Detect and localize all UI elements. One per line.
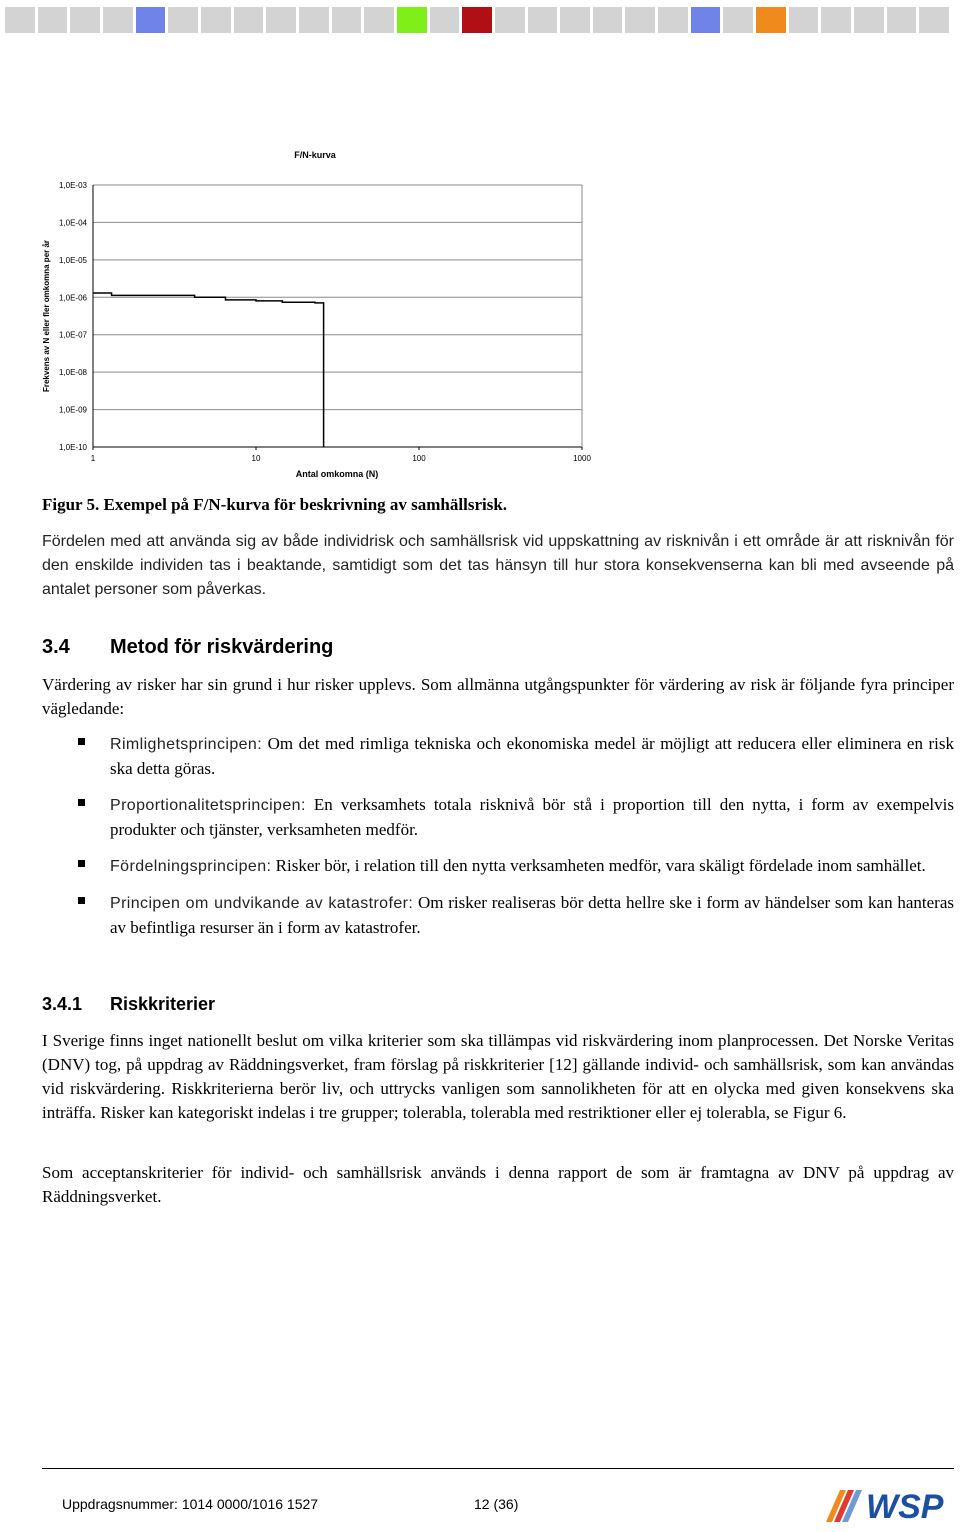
- x-tick-label: 1000: [573, 454, 591, 463]
- square-bullet-icon: [78, 897, 85, 904]
- section-paragraph: Värdering av risker har sin grund i hur risker upplevs. Som allmänna utgångspunkter för värdering av risk är följande fyra principer vägledande:: [42, 675, 954, 718]
- color-swatch: [430, 7, 460, 33]
- color-swatch: [299, 7, 329, 33]
- color-swatch: [364, 7, 394, 33]
- principle-text: En verksamhets totala risknivå bör stå i proportion till den nytta, i form av exempelvis produkter och tjänster, verksamheten medför.: [110, 795, 954, 839]
- wsp-logo: [822, 1482, 954, 1526]
- color-swatch: [756, 7, 786, 33]
- color-swatch-strip: [5, 7, 952, 33]
- x-tick-label: 100: [412, 454, 426, 463]
- color-swatch: [332, 7, 362, 33]
- subsection-paragraph-2: Som acceptanskriterier för individ- och samhällsrisk används i denna rapport de som är framtagna av DNV på uppdrag av Räddningsverket.: [42, 1163, 954, 1206]
- list-item: [78, 891, 954, 940]
- color-swatch: [495, 7, 525, 33]
- principle-text: Om risker realiseras bör detta hellre ske i form av händelser som kan hanteras av befintliga resurser än i form av katastrofer.: [110, 893, 954, 937]
- color-swatch: [70, 7, 100, 33]
- color-swatch: [625, 7, 655, 33]
- color-swatch: [919, 7, 949, 33]
- wsp-logo-text: WSP: [866, 1488, 944, 1526]
- color-swatch: [136, 7, 166, 33]
- color-swatch: [462, 7, 492, 33]
- color-swatch: [560, 7, 590, 33]
- y-tick-label: 1,0E-04: [58, 218, 87, 228]
- subsection-heading: [42, 994, 215, 1015]
- intro-paragraph: Fördelen med att använda sig av både individrisk och samhällsrisk vid uppskattning av risknivån i ett område är att risknivån för den enskilde individen tas i beaktande, samtidigt som det tas hänsyn till hur stora konsekvenserna kan bli med avseende på antalet personer som påverkas.: [42, 533, 954, 598]
- square-bullet-icon: [78, 738, 85, 745]
- y-tick-label: 1,0E-10: [58, 443, 87, 452]
- color-swatch: [5, 7, 35, 33]
- x-tick-label: 10: [251, 454, 261, 463]
- color-swatch: [821, 7, 851, 33]
- color-swatch: [723, 7, 753, 33]
- principle-term: Proportionalitetsprincipen:: [110, 797, 306, 814]
- y-tick-label: 1,0E-03: [58, 181, 87, 190]
- y-axis-label: Frekvens av N eller fler omkomna per år: [42, 239, 51, 393]
- figure-caption: Figur 5. Exempel på F/N-kurva för beskrivning av samhällsrisk.: [42, 495, 508, 514]
- subsection-number: 3.4.1: [42, 994, 83, 1014]
- color-swatch: [593, 7, 623, 33]
- y-tick-label: 1,0E-09: [58, 405, 87, 415]
- color-swatch: [234, 7, 264, 33]
- color-swatch: [854, 7, 884, 33]
- principle-term: Rimlighetsprincipen:: [110, 736, 263, 753]
- principle-term: Fördelningsprincipen:: [110, 858, 272, 875]
- x-axis-label: Antal omkomna (N): [295, 469, 379, 479]
- section-heading: [42, 636, 333, 659]
- principles-list: [78, 732, 954, 952]
- color-swatch: [397, 7, 427, 33]
- list-item: [78, 793, 954, 842]
- principle-term: Principen om undvikande av katastrofer:: [110, 895, 414, 912]
- wsp-logo-stripes-icon: [826, 1490, 862, 1522]
- y-tick-label: 1,0E-05: [58, 255, 87, 265]
- footer-divider: [42, 1468, 954, 1469]
- color-swatch: [38, 7, 68, 33]
- chart-title: F/N-kurva: [294, 150, 336, 160]
- square-bullet-icon: [78, 799, 85, 806]
- color-swatch: [528, 7, 558, 33]
- y-tick-label: 1,0E-06: [58, 293, 87, 303]
- y-tick-label: 1,0E-08: [58, 368, 87, 378]
- fn-curve-svg: [35, 140, 605, 485]
- color-swatch: [266, 7, 296, 33]
- color-swatch: [691, 7, 721, 33]
- list-item: [78, 732, 954, 781]
- principle-text: Risker bör, i relation till den nytta verksamheten medför, vara skäligt fördelade inom samhället.: [271, 856, 926, 875]
- section-number: 3.4: [42, 636, 70, 658]
- list-item: [78, 854, 954, 879]
- principle-text: Om det med rimliga tekniska och ekonomiska medel är möjligt att reducera eller eliminera en risk ska detta göras.: [110, 734, 954, 778]
- subsection-title: Riskkriterier: [110, 994, 216, 1014]
- section-title: Metod för riskvärdering: [110, 636, 334, 658]
- fn-curve-chart: [35, 140, 605, 485]
- color-swatch: [789, 7, 819, 33]
- y-tick-label: 1,0E-07: [58, 330, 87, 340]
- color-swatch: [658, 7, 688, 33]
- color-swatch: [201, 7, 231, 33]
- color-swatch: [168, 7, 198, 33]
- assignment-number: Uppdragsnummer: 1014 0000/1016 1527: [62, 1496, 319, 1512]
- color-swatch: [103, 7, 133, 33]
- page-number: 12 (36): [474, 1496, 519, 1512]
- x-tick-label: 1: [90, 454, 96, 463]
- fn-series-line: [93, 293, 324, 447]
- square-bullet-icon: [78, 860, 85, 867]
- color-swatch: [887, 7, 917, 33]
- subsection-paragraph-1: I Sverige finns inget nationellt beslut om vilka kriterier som ska tillämpas vid riskvärdering inom planprocessen. Det Norske Veritas (DNV) tog, på uppdrag av Räddningsverket, fram förslag på riskkriterier [12] gällande individ- och samhällsrisk, som kan användas vid riskvärdering. Riskkriterierna berör liv, och uttrycks vanligen som sannolikheten för att en olycka med given konsekvens ska inträffa. Risker kan kategoriskt indelas i tre grupper; tolerabla, tolerabla med restriktioner eller ej tolerabla, se Figur 6.: [42, 1031, 954, 1122]
